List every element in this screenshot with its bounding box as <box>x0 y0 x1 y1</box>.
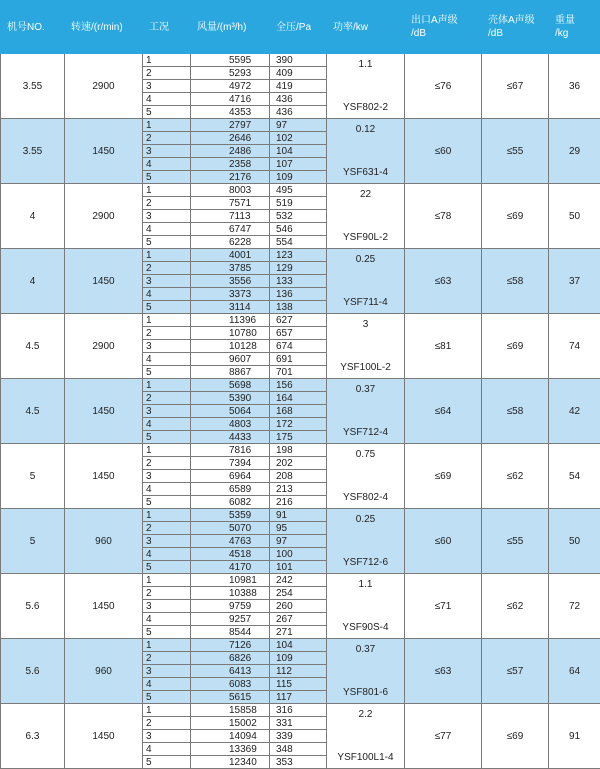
weight-cell: 54 <box>549 444 600 509</box>
condition-cell: 1 <box>143 444 191 457</box>
pressure-cell: 691 <box>270 353 327 366</box>
pressure-cell: 104 <box>270 639 327 652</box>
speed-cell: 1450 <box>65 704 143 769</box>
flow-cell: 6826 <box>191 652 270 665</box>
power-value: 22 <box>360 189 371 200</box>
condition-cell: 2 <box>143 392 191 405</box>
pressure-cell: 138 <box>270 301 327 314</box>
power-cell <box>327 639 405 704</box>
flow-cell: 2486 <box>191 145 270 158</box>
weight-cell: 50 <box>549 184 600 249</box>
condition-cell: 4 <box>143 158 191 171</box>
flow-cell: 11396 <box>191 314 270 327</box>
model-cell: 4 <box>1 249 65 314</box>
table-row <box>1 444 600 457</box>
pressure-cell: 107 <box>270 158 327 171</box>
condition-cell: 4 <box>143 93 191 106</box>
flow-cell: 6747 <box>191 223 270 236</box>
condition-cell: 3 <box>143 665 191 678</box>
condition-cell: 3 <box>143 275 191 288</box>
flow-cell: 4716 <box>191 93 270 106</box>
shell-noise-cell: ≤62 <box>482 574 549 639</box>
pressure-cell: 202 <box>270 457 327 470</box>
pressure-cell: 242 <box>270 574 327 587</box>
flow-cell: 5615 <box>191 691 270 704</box>
condition-cell: 2 <box>143 262 191 275</box>
power-value: 0.25 <box>356 514 375 525</box>
flow-cell: 6083 <box>191 678 270 691</box>
condition-cell: 1 <box>143 704 191 717</box>
speed-cell: 960 <box>65 639 143 704</box>
power-value: 0.12 <box>356 124 375 135</box>
speed-cell: 2900 <box>65 54 143 119</box>
model-cell: 5.6 <box>1 639 65 704</box>
outlet-noise-cell: ≤60 <box>405 119 482 184</box>
condition-cell: 4 <box>143 613 191 626</box>
outlet-noise-cell: ≤76 <box>405 54 482 119</box>
pressure-cell: 172 <box>270 418 327 431</box>
pressure-cell: 316 <box>270 704 327 717</box>
flow-cell: 15858 <box>191 704 270 717</box>
pressure-cell: 519 <box>270 197 327 210</box>
condition-cell: 5 <box>143 691 191 704</box>
model-cell: 5.6 <box>1 574 65 639</box>
header-row <box>1 1 600 54</box>
header-pressure: 全压/Pa <box>270 1 327 54</box>
flow-cell: 3373 <box>191 288 270 301</box>
weight-cell: 91 <box>549 704 600 769</box>
motor-model: YSF631-4 <box>343 167 388 178</box>
power-cell <box>327 249 405 314</box>
pressure-cell: 129 <box>270 262 327 275</box>
table-row <box>1 509 600 522</box>
flow-cell: 8867 <box>191 366 270 379</box>
pressure-cell: 419 <box>270 80 327 93</box>
flow-cell: 5293 <box>191 67 270 80</box>
header-speed: 转速/(r/min) <box>65 1 143 54</box>
condition-cell: 4 <box>143 678 191 691</box>
motor-model: YSF100L1-4 <box>337 752 393 763</box>
pressure-cell: 339 <box>270 730 327 743</box>
condition-cell: 1 <box>143 574 191 587</box>
condition-cell: 2 <box>143 197 191 210</box>
condition-cell: 3 <box>143 80 191 93</box>
condition-cell: 4 <box>143 743 191 756</box>
pressure-cell: 436 <box>270 93 327 106</box>
flow-cell: 4433 <box>191 431 270 444</box>
pressure-cell: 95 <box>270 522 327 535</box>
power-value: 1.1 <box>359 579 373 590</box>
condition-cell: 5 <box>143 431 191 444</box>
shell-noise-cell: ≤62 <box>482 444 549 509</box>
header-outlet-noise: 出口A声级 /dB <box>405 1 482 54</box>
power-motor-stack <box>327 709 404 763</box>
pressure-cell: 91 <box>270 509 327 522</box>
flow-cell: 7113 <box>191 210 270 223</box>
pressure-cell: 133 <box>270 275 327 288</box>
flow-cell: 10388 <box>191 587 270 600</box>
pressure-cell: 254 <box>270 587 327 600</box>
flow-cell: 4170 <box>191 561 270 574</box>
condition-cell: 1 <box>143 119 191 132</box>
pressure-cell: 627 <box>270 314 327 327</box>
condition-cell: 1 <box>143 314 191 327</box>
condition-cell: 3 <box>143 470 191 483</box>
pressure-cell: 104 <box>270 145 327 158</box>
flow-cell: 9759 <box>191 600 270 613</box>
condition-cell: 1 <box>143 54 191 67</box>
table-row <box>1 314 600 327</box>
speed-cell: 1450 <box>65 379 143 444</box>
condition-cell: 3 <box>143 210 191 223</box>
pressure-cell: 554 <box>270 236 327 249</box>
power-cell <box>327 509 405 574</box>
pressure-cell: 97 <box>270 535 327 548</box>
pressure-cell: 331 <box>270 717 327 730</box>
pressure-cell: 532 <box>270 210 327 223</box>
flow-cell: 8003 <box>191 184 270 197</box>
motor-model: YSF712-6 <box>343 557 388 568</box>
flow-cell: 2358 <box>191 158 270 171</box>
outlet-noise-cell: ≤81 <box>405 314 482 379</box>
condition-cell: 4 <box>143 548 191 561</box>
pressure-cell: 175 <box>270 431 327 444</box>
condition-cell: 4 <box>143 483 191 496</box>
pressure-cell: 123 <box>270 249 327 262</box>
power-motor-stack <box>327 254 404 308</box>
power-motor-stack <box>327 514 404 568</box>
power-cell <box>327 314 405 379</box>
condition-cell: 5 <box>143 366 191 379</box>
pressure-cell: 97 <box>270 119 327 132</box>
pressure-cell: 657 <box>270 327 327 340</box>
flow-cell: 9607 <box>191 353 270 366</box>
header-model: 机号NO. <box>1 1 65 54</box>
flow-cell: 3556 <box>191 275 270 288</box>
speed-cell: 2900 <box>65 184 143 249</box>
condition-cell: 1 <box>143 184 191 197</box>
model-cell: 5 <box>1 444 65 509</box>
condition-cell: 3 <box>143 535 191 548</box>
speed-cell: 1450 <box>65 444 143 509</box>
flow-cell: 3785 <box>191 262 270 275</box>
flow-cell: 2797 <box>191 119 270 132</box>
pressure-cell: 112 <box>270 665 327 678</box>
condition-cell: 4 <box>143 418 191 431</box>
pressure-cell: 208 <box>270 470 327 483</box>
power-motor-stack <box>327 124 404 178</box>
flow-cell: 4353 <box>191 106 270 119</box>
flow-cell: 4763 <box>191 535 270 548</box>
pressure-cell: 271 <box>270 626 327 639</box>
table-row <box>1 249 600 262</box>
flow-cell: 9257 <box>191 613 270 626</box>
table-row <box>1 704 600 717</box>
pressure-cell: 409 <box>270 67 327 80</box>
pressure-cell: 390 <box>270 54 327 67</box>
pressure-cell: 109 <box>270 171 327 184</box>
speed-cell: 1450 <box>65 574 143 639</box>
condition-cell: 3 <box>143 730 191 743</box>
pressure-cell: 156 <box>270 379 327 392</box>
condition-cell: 3 <box>143 600 191 613</box>
weight-cell: 36 <box>549 54 600 119</box>
condition-cell: 4 <box>143 353 191 366</box>
power-value: 0.37 <box>356 644 375 655</box>
power-cell <box>327 379 405 444</box>
condition-cell: 5 <box>143 106 191 119</box>
power-motor-stack <box>327 449 404 503</box>
power-motor-stack <box>327 59 404 113</box>
power-cell <box>327 574 405 639</box>
flow-cell: 2176 <box>191 171 270 184</box>
outlet-noise-cell: ≤63 <box>405 639 482 704</box>
motor-model: YSF801-6 <box>343 687 388 698</box>
shell-noise-cell: ≤69 <box>482 184 549 249</box>
outlet-noise-cell: ≤69 <box>405 444 482 509</box>
pressure-cell: 674 <box>270 340 327 353</box>
condition-cell: 2 <box>143 457 191 470</box>
weight-cell: 37 <box>549 249 600 314</box>
flow-cell: 4001 <box>191 249 270 262</box>
condition-cell: 3 <box>143 145 191 158</box>
flow-cell: 6589 <box>191 483 270 496</box>
power-value: 3 <box>363 319 369 330</box>
power-value: 0.25 <box>356 254 375 265</box>
power-motor-stack <box>327 579 404 633</box>
power-value: 2.2 <box>359 709 373 720</box>
header-weight: 重量 /kg <box>549 1 600 54</box>
power-motor-stack <box>327 644 404 698</box>
pressure-cell: 348 <box>270 743 327 756</box>
motor-model: YSF90S-4 <box>342 622 388 633</box>
shell-noise-cell: ≤58 <box>482 249 549 314</box>
model-cell: 3.55 <box>1 119 65 184</box>
speed-cell: 1450 <box>65 249 143 314</box>
condition-cell: 4 <box>143 223 191 236</box>
power-motor-stack <box>327 384 404 438</box>
header-flow: 风量/(m³/h) <box>191 1 270 54</box>
table-row <box>1 639 600 652</box>
flow-cell: 15002 <box>191 717 270 730</box>
model-cell: 4 <box>1 184 65 249</box>
model-cell: 4.5 <box>1 314 65 379</box>
pressure-cell: 136 <box>270 288 327 301</box>
flow-cell: 6228 <box>191 236 270 249</box>
motor-model: YSF802-4 <box>343 492 388 503</box>
condition-cell: 5 <box>143 496 191 509</box>
condition-cell: 3 <box>143 340 191 353</box>
condition-cell: 2 <box>143 522 191 535</box>
speed-cell: 1450 <box>65 119 143 184</box>
condition-cell: 5 <box>143 626 191 639</box>
flow-cell: 10981 <box>191 574 270 587</box>
pressure-cell: 198 <box>270 444 327 457</box>
condition-cell: 4 <box>143 288 191 301</box>
outlet-noise-cell: ≤77 <box>405 704 482 769</box>
header-power: 功率/kw <box>327 1 405 54</box>
flow-cell: 6964 <box>191 470 270 483</box>
pressure-cell: 101 <box>270 561 327 574</box>
flow-cell: 4803 <box>191 418 270 431</box>
flow-cell: 8544 <box>191 626 270 639</box>
condition-cell: 2 <box>143 67 191 80</box>
speed-cell: 2900 <box>65 314 143 379</box>
condition-cell: 1 <box>143 509 191 522</box>
model-cell: 4.5 <box>1 379 65 444</box>
table-row <box>1 184 600 197</box>
motor-model: YSF711-4 <box>343 297 387 308</box>
power-cell <box>327 119 405 184</box>
condition-cell: 5 <box>143 171 191 184</box>
condition-cell: 5 <box>143 236 191 249</box>
shell-noise-cell: ≤67 <box>482 54 549 119</box>
weight-cell: 42 <box>549 379 600 444</box>
table-row <box>1 119 600 132</box>
condition-cell: 1 <box>143 639 191 652</box>
flow-cell: 6413 <box>191 665 270 678</box>
power-motor-stack <box>327 319 404 373</box>
condition-cell: 3 <box>143 405 191 418</box>
flow-cell: 4518 <box>191 548 270 561</box>
condition-cell: 2 <box>143 327 191 340</box>
weight-cell: 29 <box>549 119 600 184</box>
outlet-noise-cell: ≤64 <box>405 379 482 444</box>
model-cell: 5 <box>1 509 65 574</box>
power-cell <box>327 54 405 119</box>
table-row <box>1 379 600 392</box>
outlet-noise-cell: ≤78 <box>405 184 482 249</box>
model-cell: 6.3 <box>1 704 65 769</box>
condition-cell: 5 <box>143 561 191 574</box>
flow-cell: 6082 <box>191 496 270 509</box>
weight-cell: 64 <box>549 639 600 704</box>
pressure-cell: 353 <box>270 756 327 769</box>
pressure-cell: 260 <box>270 600 327 613</box>
flow-cell: 7571 <box>191 197 270 210</box>
outlet-noise-cell: ≤63 <box>405 249 482 314</box>
pressure-cell: 168 <box>270 405 327 418</box>
header-condition: 工况 <box>143 1 191 54</box>
power-value: 0.37 <box>356 384 375 395</box>
table-body <box>1 54 600 769</box>
outlet-noise-cell: ≤71 <box>405 574 482 639</box>
pressure-cell: 436 <box>270 106 327 119</box>
motor-model: YSF712-4 <box>343 427 388 438</box>
flow-cell: 12340 <box>191 756 270 769</box>
shell-noise-cell: ≤55 <box>482 119 549 184</box>
shell-noise-cell: ≤58 <box>482 379 549 444</box>
speed-cell: 960 <box>65 509 143 574</box>
pressure-cell: 117 <box>270 691 327 704</box>
outlet-noise-cell: ≤60 <box>405 509 482 574</box>
power-cell <box>327 704 405 769</box>
condition-cell: 5 <box>143 301 191 314</box>
motor-model: YSF802-2 <box>343 102 388 113</box>
pressure-cell: 109 <box>270 652 327 665</box>
pressure-cell: 546 <box>270 223 327 236</box>
shell-noise-cell: ≤69 <box>482 314 549 379</box>
flow-cell: 14094 <box>191 730 270 743</box>
flow-cell: 5698 <box>191 379 270 392</box>
flow-cell: 13369 <box>191 743 270 756</box>
weight-cell: 72 <box>549 574 600 639</box>
flow-cell: 5390 <box>191 392 270 405</box>
pressure-cell: 100 <box>270 548 327 561</box>
pressure-cell: 216 <box>270 496 327 509</box>
condition-cell: 2 <box>143 717 191 730</box>
flow-cell: 7816 <box>191 444 270 457</box>
flow-cell: 10128 <box>191 340 270 353</box>
pressure-cell: 213 <box>270 483 327 496</box>
shell-noise-cell: ≤69 <box>482 704 549 769</box>
power-cell <box>327 444 405 509</box>
condition-cell: 1 <box>143 379 191 392</box>
table-row <box>1 54 600 67</box>
weight-cell: 50 <box>549 509 600 574</box>
flow-cell: 3114 <box>191 301 270 314</box>
pressure-cell: 495 <box>270 184 327 197</box>
model-cell: 3.55 <box>1 54 65 119</box>
condition-cell: 2 <box>143 132 191 145</box>
weight-cell: 74 <box>549 314 600 379</box>
shell-noise-cell: ≤57 <box>482 639 549 704</box>
table-row <box>1 574 600 587</box>
power-cell <box>327 184 405 249</box>
flow-cell: 2646 <box>191 132 270 145</box>
pressure-cell: 267 <box>270 613 327 626</box>
pressure-cell: 164 <box>270 392 327 405</box>
pressure-cell: 102 <box>270 132 327 145</box>
table-header <box>1 1 600 54</box>
condition-cell: 1 <box>143 249 191 262</box>
flow-cell: 10780 <box>191 327 270 340</box>
condition-cell: 2 <box>143 587 191 600</box>
flow-cell: 5064 <box>191 405 270 418</box>
flow-cell: 7126 <box>191 639 270 652</box>
flow-cell: 7394 <box>191 457 270 470</box>
flow-cell: 4972 <box>191 80 270 93</box>
header-shell-noise: 壳体A声级 /dB <box>482 1 549 54</box>
flow-cell: 5595 <box>191 54 270 67</box>
condition-cell: 5 <box>143 756 191 769</box>
pressure-cell: 701 <box>270 366 327 379</box>
motor-model: YSF100L-2 <box>340 362 391 373</box>
flow-cell: 5070 <box>191 522 270 535</box>
condition-cell: 2 <box>143 652 191 665</box>
flow-cell: 5359 <box>191 509 270 522</box>
motor-model: YSF90L-2 <box>343 232 388 243</box>
power-value: 0.75 <box>356 449 375 460</box>
shell-noise-cell: ≤55 <box>482 509 549 574</box>
power-value: 1.1 <box>359 59 373 70</box>
power-motor-stack <box>327 189 404 243</box>
pressure-cell: 115 <box>270 678 327 691</box>
